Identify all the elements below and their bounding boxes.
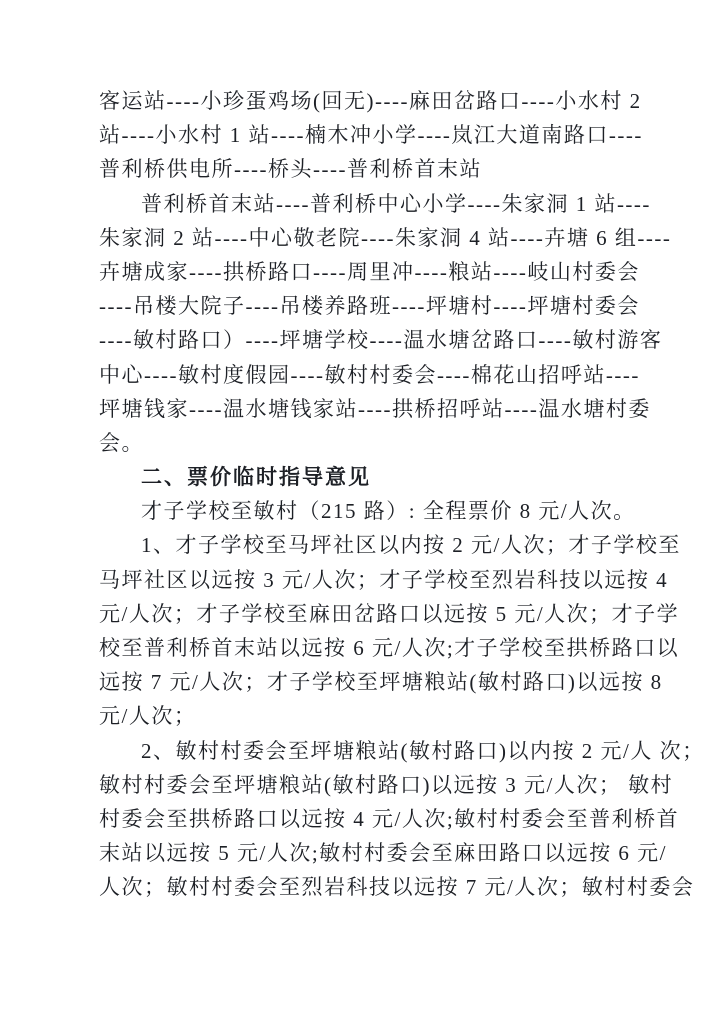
text-line-14: 1、才子学校至马坪社区以内按 2 元/人次；才子学校至: [141, 533, 681, 558]
text-line-12: 二、票价临时指导意见: [141, 465, 371, 490]
text-line-22: 村委会至拱桥路口以远按 4 元/人次;敏村村委会至普利桥首: [99, 806, 680, 831]
text-line-16: 元/人次；才子学校至麻田岔路口以远按 5 元/人次；才子学: [99, 601, 680, 626]
text-line-7: ----吊楼大院子----吊楼养路班----坪塘村----坪塘村委会: [99, 294, 640, 319]
text-line-11: 会。: [99, 430, 144, 455]
text-line-1: 客运站----小珍蛋鸡场(回无)----麻田岔路口----小水村 2: [99, 89, 642, 113]
text-line-19: 元/人次；: [99, 704, 197, 729]
document-text-block: [99, 84, 705, 905]
text-line-5: 朱家洞 2 站----中心敬老院----朱家洞 4 站----卉塘 6 组----: [99, 225, 672, 250]
text-line-17: 校至普利桥首末站以远按 6 元/人次;才子学校至拱桥路口以: [99, 636, 680, 660]
text-line-13: 才子学校至敏村（215 路）: 全程票价 8 元/人次。: [141, 499, 636, 524]
text-line-15: 马坪社区以远按 3 元/人次；才子学校至烈岩科技以远按 4: [99, 567, 669, 592]
text-line-8: ----敏村路口）----坪塘学校----温水塘岔路口----敏村游客: [99, 328, 663, 353]
text-line-18: 远按 7 元/人次；才子学校至坪塘粮站(敏村路口)以远按 8: [99, 670, 663, 695]
text-line-2: 站----小水村 1 站----楠木冲小学----岚江大道南路口----: [99, 123, 643, 148]
text-line-10: 坪塘钱家----温水塘钱家站----拱桥招呼站----温水塘村委: [99, 396, 651, 421]
text-line-9: 中心----敏村度假园----敏村村委会----棉花山招呼站----: [99, 362, 640, 387]
text-line-6: 卉塘成家----拱桥路口----周里冲----粮站----岐山村委会: [99, 259, 640, 284]
text-line-4: 普利桥首末站----普利桥中心小学----朱家洞 1 站----: [141, 191, 651, 216]
text-line-24: 人次；敏村村委会至烈岩科技以远按 7 元/人次；敏村村委会: [99, 875, 695, 900]
text-line-20: 2、敏村村委会至坪塘粮站(敏村路口)以内按 2 元/人 次；: [141, 738, 705, 763]
text-line-3: 普利桥供电所----桥头----普利桥首末站: [99, 157, 482, 182]
text-line-23: 末站以远按 5 元/人次;敏村村委会至麻田路口以远按 6 元/: [99, 841, 668, 866]
text-line-21: 敏村村委会至坪塘粮站(敏村路口)以远按 3 元/人次； 敏村: [99, 772, 674, 797]
